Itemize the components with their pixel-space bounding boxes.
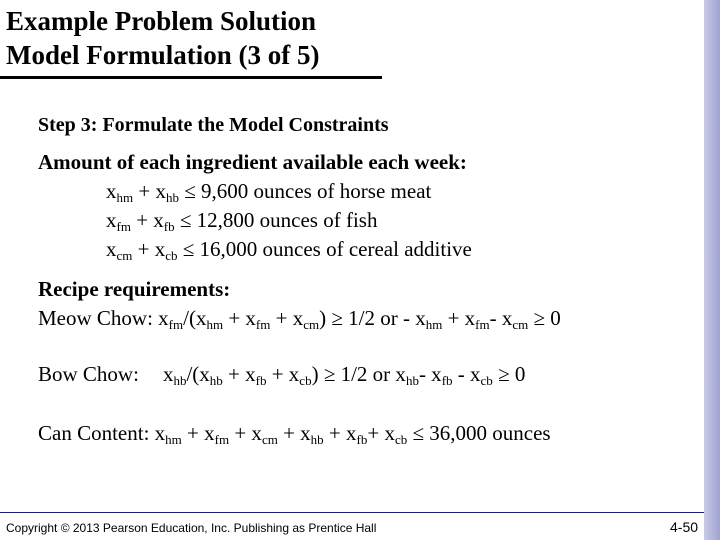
var: x — [106, 237, 117, 261]
subscript: fb — [255, 373, 267, 388]
subscript: fb — [441, 373, 453, 388]
subscript: fm — [168, 317, 184, 332]
operator: + — [132, 237, 155, 261]
text: ) ≥ 1/2 or x — [311, 362, 406, 386]
text: ≥ 0 — [492, 362, 526, 386]
constraint-fish — [106, 208, 377, 233]
text: + x — [270, 306, 304, 330]
footer-divider — [0, 512, 704, 513]
text: /(x — [186, 362, 210, 386]
subscript: cb — [165, 248, 178, 263]
text: /(x — [183, 306, 207, 330]
subscript: cm — [261, 432, 278, 447]
subscript: cm — [116, 248, 133, 263]
text: ≥ 0 — [528, 306, 561, 330]
constraint-bow-chow — [38, 362, 525, 387]
side-accent-bar — [704, 0, 720, 540]
subscript: cb — [394, 432, 408, 447]
operator: + — [130, 208, 154, 232]
subscript: fm — [255, 317, 271, 332]
var: x — [155, 179, 166, 203]
text: + x — [367, 421, 395, 445]
text: - x — [489, 306, 513, 330]
subscript: cb — [299, 373, 312, 388]
text: + x — [222, 362, 256, 386]
operator: + — [133, 179, 156, 203]
subscript: fm — [116, 219, 131, 234]
text: Meow Chow: x — [38, 306, 169, 330]
subscript: fb — [356, 432, 368, 447]
var: x — [153, 208, 164, 232]
text: + x — [266, 362, 300, 386]
subscript: hm — [206, 317, 224, 332]
text: + x — [323, 421, 357, 445]
subscript: fb — [163, 219, 175, 234]
text: + x — [181, 421, 215, 445]
text: + x — [229, 421, 262, 445]
text: - x — [418, 362, 442, 386]
text: ≤ 36,000 ounces — [407, 421, 551, 445]
subscript: hm — [116, 190, 134, 205]
title-line-1: Example Problem Solution — [6, 6, 317, 36]
text: Can Content: x — [38, 421, 166, 445]
constraint-can-content — [38, 421, 551, 446]
constraint-cereal — [106, 237, 472, 262]
text: + x — [223, 306, 256, 330]
var: x — [106, 208, 117, 232]
constraint-rhs: ≤ 16,000 ounces of cereal additive — [177, 237, 472, 261]
title-underline — [0, 76, 382, 79]
recipe-heading: Recipe requirements: — [38, 277, 231, 301]
availability-heading: Amount of each ingredient available each week: — [38, 150, 467, 174]
var: x — [106, 179, 117, 203]
constraint-rhs: ≤ 12,800 ounces of fish — [174, 208, 378, 232]
constraint-rhs: ≤ 9,600 ounces of horse meat — [178, 179, 432, 203]
subscript: cm — [303, 317, 320, 332]
subscript: fm — [214, 432, 230, 447]
text: - x — [452, 362, 481, 386]
subscript: hm — [165, 432, 182, 447]
subscript: hb — [165, 190, 179, 205]
label: Bow Chow: — [38, 362, 139, 386]
subscript: hb — [209, 373, 223, 388]
text: + x — [277, 421, 311, 445]
constraint-horse-meat — [106, 179, 431, 204]
page-number: 4-50 — [670, 519, 699, 535]
subscript: hb — [173, 373, 187, 388]
subscript: hb — [405, 373, 419, 388]
copyright-notice: Copyright © 2013 Pearson Education, Inc. Publishing as Prentice Hall — [6, 521, 377, 535]
text: + x — [442, 306, 476, 330]
subscript: cm — [512, 317, 529, 332]
subscript: cb — [480, 373, 493, 388]
var: x — [154, 237, 166, 261]
subscript: fm — [475, 317, 490, 332]
subscript: hb — [310, 432, 324, 447]
subscript: hm — [425, 317, 443, 332]
slide-title — [6, 4, 319, 72]
step-heading: Step 3: Formulate the Model Constraints — [38, 114, 389, 136]
constraint-meow-chow — [38, 306, 561, 331]
text: x — [162, 362, 174, 386]
text: ) ≥ 1/2 or - x — [319, 306, 426, 330]
title-line-2: Model Formulation (3 of 5) — [6, 40, 320, 70]
